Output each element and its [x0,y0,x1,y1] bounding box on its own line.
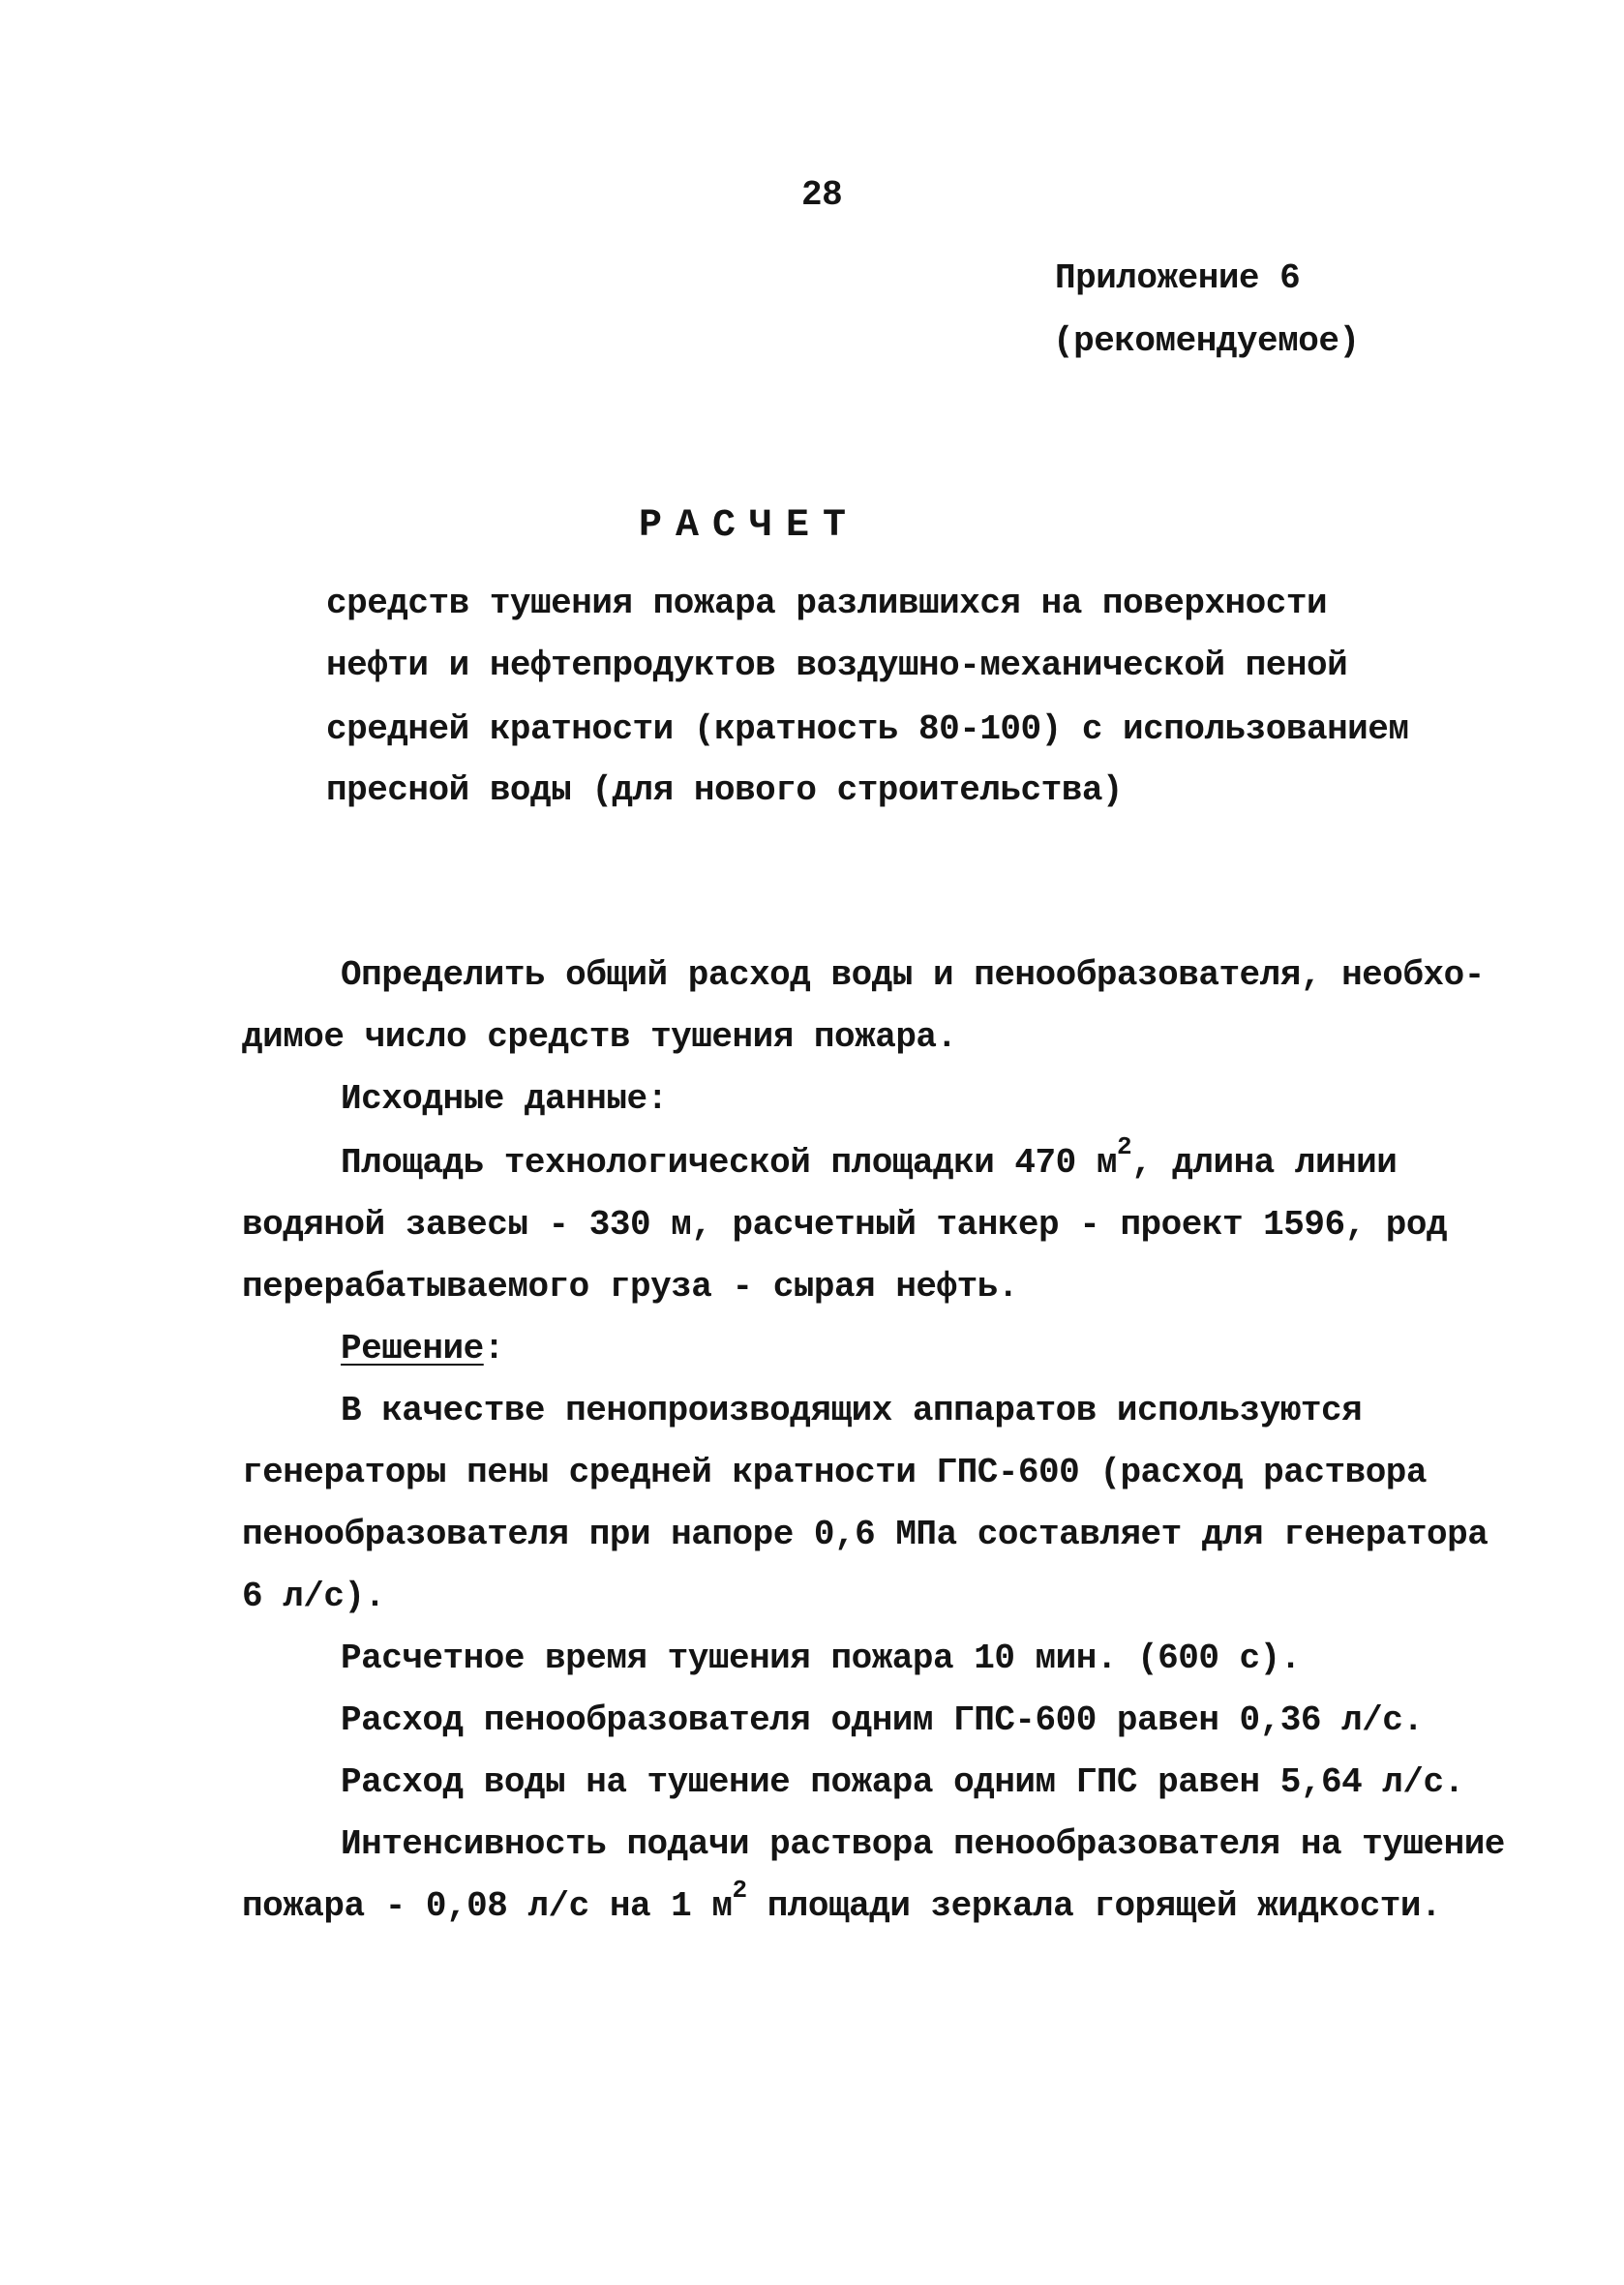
appendix-label: Приложение 6 [1055,258,1301,298]
foam-consumption-line: Расход пенообразователя одним ГПС-600 равен 0,36 л/с. [341,1700,1424,1740]
input-data-line: перерабатываемого груза - сырая нефть. [242,1267,1018,1307]
document-heading: РАСЧЕТ [639,504,860,548]
solution-line: генераторы пены средней кратности ГПС-600 (расход раствора [242,1453,1428,1492]
time-line: Расчетное время тушения пожара 10 мин. (600 с). [341,1639,1301,1678]
water-consumption-line: Расход воды на тушение пожара одним ГПС равен 5,64 л/с. [341,1762,1464,1802]
solution-line: 6 л/с). [242,1577,385,1616]
input-data-line [341,1132,1398,1183]
input-data-label: Исходные данные: [341,1079,668,1119]
subtitle-line: средней кратности (кратность 80-100) с использованием [326,709,1409,749]
input-line1-superscript: 2 [1116,1132,1132,1161]
page-number: 28 [801,175,843,215]
subtitle-line: средств тушения пожара разлившихся на поверхности [326,584,1328,623]
subtitle-line: пресной воды (для нового строительства) [326,770,1124,810]
solution-label [341,1330,504,1368]
solution-line: пенообразователя при напоре 0,6 МПа составляет для генератора [242,1515,1489,1554]
input-data-line: водяной завесы - 330 м, расчетный танкер - проект 1596, род [242,1205,1448,1245]
input-line1-text: Площадь технологической площадки 470 м [341,1143,1117,1183]
intensity-line2-superscript: 2 [732,1876,747,1905]
intensity-line2-text: пожара - 0,08 л/с на 1 м [242,1886,733,1926]
appendix-note: (рекомендуемое) [1053,321,1360,361]
intensity-line: Интенсивность подачи раствора пенообразователя на тушение [341,1824,1505,1864]
task-paragraph-line: димое число средств тушения пожара. [242,1017,957,1057]
solution-label-colon: : [483,1329,504,1368]
solution-line: В качестве пенопроизводящих аппаратов используются [341,1391,1363,1430]
intensity-line2-text-end: площади зеркала горящей жидкости. [746,1886,1442,1926]
intensity-line [242,1876,1442,1926]
solution-label-text: Решение [341,1329,484,1368]
input-line1-text-end: , длина линии [1131,1143,1398,1183]
subtitle-line: нефти и нефтепродуктов воздушно-механической пеной [326,646,1348,685]
task-paragraph-line: Определить общий расход воды и пенообразователя, необхо- [341,955,1485,995]
